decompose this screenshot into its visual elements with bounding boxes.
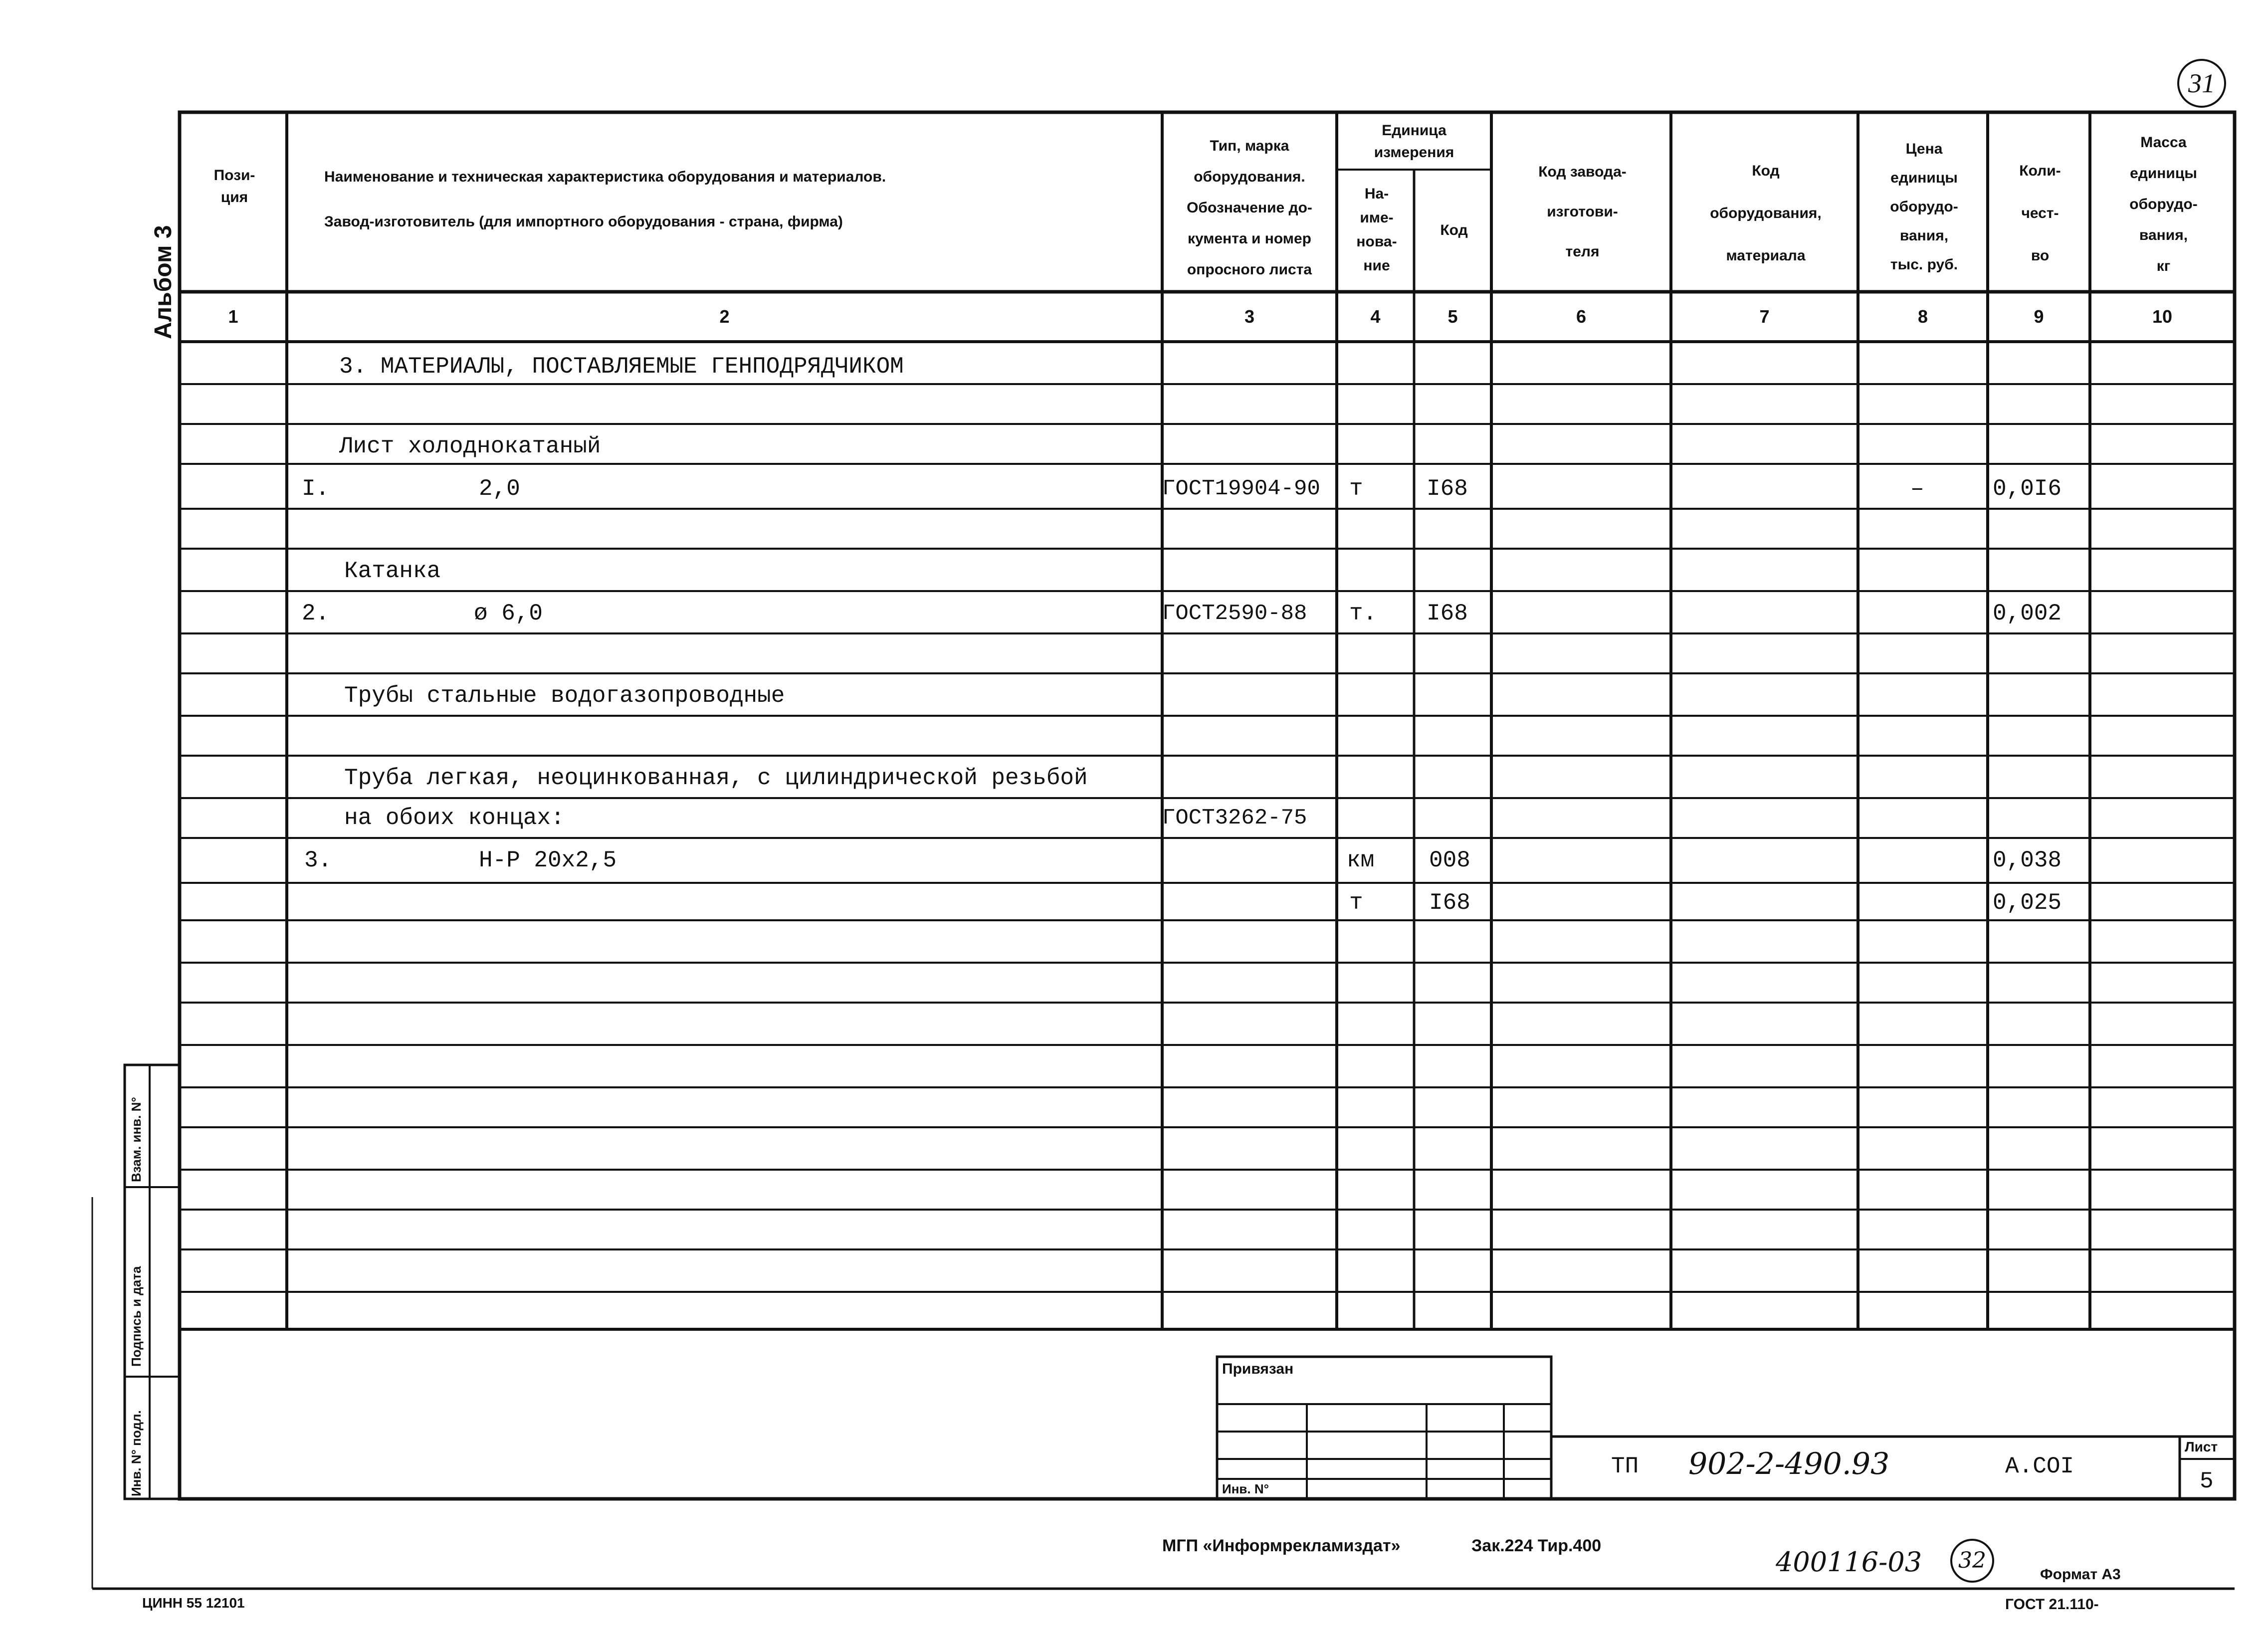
footer-gost: ГОСТ 21.110- xyxy=(2005,1596,2099,1613)
row-unit: км xyxy=(1347,847,1375,873)
header-col-9: Коли- чест- во xyxy=(2019,163,2061,264)
col-num-5: 5 xyxy=(1447,306,1458,327)
header-col-2: Наименование и техническая характеристика оборудования и материалов. Завод-изготовитель (для импортного оборудования - страна, фирма) xyxy=(324,169,886,230)
row-code: I68 xyxy=(1427,601,1468,626)
side-stamp-inv: Инв. N° подл. xyxy=(129,1410,144,1496)
row-code: I68 xyxy=(1429,890,1470,916)
stamp-project-no: 902-2-490.93 xyxy=(1688,1446,1890,1481)
footer-order: Зак.224 Тир.400 xyxy=(1471,1536,1602,1555)
stamp-inv: Инв. N° xyxy=(1222,1481,1269,1496)
row-name: ø 6,0 xyxy=(474,601,543,626)
col-num-8: 8 xyxy=(1917,306,1928,327)
row-pos: I. xyxy=(302,476,330,502)
stamp-privyazan: Привязан xyxy=(1222,1361,1294,1377)
col-num-3: 3 xyxy=(1244,306,1255,327)
row-name: Катанка xyxy=(344,558,441,584)
footer-left-code: ЦИНН 55 12101 xyxy=(142,1595,245,1611)
stamp-list-no: 5 xyxy=(2200,1468,2214,1494)
row-doc: ГОСТ3262-75 xyxy=(1162,806,1307,830)
col-num-4: 4 xyxy=(1370,306,1381,327)
row-doc: ГОСТ19904-90 xyxy=(1162,476,1320,501)
row-pos: 2. xyxy=(302,601,330,626)
row-name: Труба легкая, неоцинкованная, с цилиндрической резьбой xyxy=(344,765,1088,791)
row-qty: 0,038 xyxy=(1993,847,2062,873)
section-title: 3. МАТЕРИАЛЫ, ПОСТАВЛЯЕМЫЕ ГЕНПОДРЯДЧИКОМ xyxy=(339,354,904,380)
row-name: 2,0 xyxy=(479,476,520,502)
row-name: Лист холоднокатаный xyxy=(339,433,601,459)
col-num-10: 10 xyxy=(2152,306,2173,327)
side-stamp-vzam: Взам. инв. N° xyxy=(129,1097,144,1182)
row-doc: ГОСТ2590-88 xyxy=(1162,601,1307,626)
col-num-2: 2 xyxy=(719,306,730,327)
header-col-5: Код xyxy=(1440,222,1468,238)
header-col-8: Цена единицы оборудо- вания, тыс. руб. xyxy=(1890,141,1958,273)
header-col-10: Масса единицы оборудо- вания, кг xyxy=(2129,134,2198,274)
header-col-7: Код оборудования, материала xyxy=(1710,163,1822,264)
row-name: на обоих концах: xyxy=(344,805,565,831)
row-unit: т xyxy=(1349,476,1363,502)
footer-archive-no: 400116-03 xyxy=(1776,1546,1922,1578)
row-price: – xyxy=(1910,476,1924,502)
album-label: Альбом 3 xyxy=(150,225,177,339)
col-num-7: 7 xyxy=(1759,306,1770,327)
row-qty: 0,025 xyxy=(1993,890,2062,916)
side-stamp-sign: Подпись и дата xyxy=(129,1266,144,1367)
header-col-1: Пози- ция xyxy=(213,167,255,206)
stamp-list-label: Лист xyxy=(2185,1439,2218,1454)
row-unit: т. xyxy=(1349,601,1377,626)
col-num-9: 9 xyxy=(2034,306,2044,327)
header-unit-group: Единица измерения xyxy=(1374,122,1454,161)
header-col-6: Код завода- изготови- теля xyxy=(1538,164,1627,260)
row-code: 008 xyxy=(1429,847,1470,873)
footer-publisher: МГП «Информрекламиздат» xyxy=(1162,1536,1401,1555)
stamp-project: ТП xyxy=(1611,1453,1639,1479)
col-num-1: 1 xyxy=(228,306,238,327)
row-name: Трубы стальные водогазопроводные xyxy=(344,683,785,709)
row-qty: 0,0I6 xyxy=(1993,476,2062,502)
footer-format: Формат А3 xyxy=(2040,1566,2121,1583)
sheet-number-badge: 31 xyxy=(2177,59,2226,108)
row-code: I68 xyxy=(1427,476,1468,502)
stamp-album: А.СОI xyxy=(2005,1453,2074,1479)
col-num-6: 6 xyxy=(1576,306,1587,327)
row-unit: т xyxy=(1349,890,1363,916)
row-name: Н-Р 20х2,5 xyxy=(479,847,617,873)
footer-circle-no: 32 xyxy=(1950,1539,1994,1583)
header-col-4: На- име- нова- ние xyxy=(1356,186,1397,274)
row-pos: 3. xyxy=(304,847,332,873)
row-qty: 0,002 xyxy=(1993,601,2062,626)
header-col-3: Тип, марка оборудования. Обозначение до- кумента и номер опросного листа xyxy=(1187,138,1312,278)
